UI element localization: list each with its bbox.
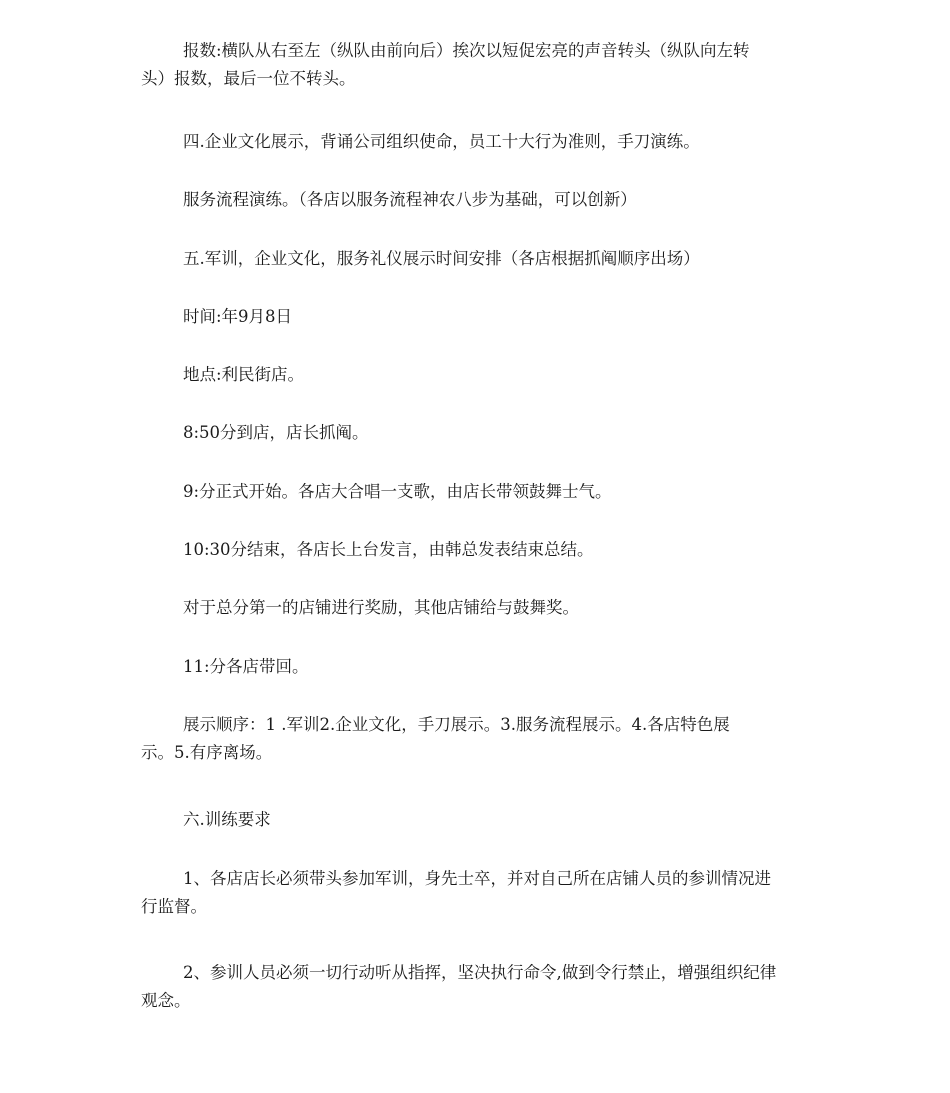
paragraph-line: 9:分正式开始。各店大合唱一支歌，由店长带领鼓舞士气。 bbox=[183, 482, 612, 501]
paragraph-line: 1、各店店长必须带头参加军训，身先士卒，并对自己所在店铺人员的参训情况进 bbox=[183, 869, 771, 888]
paragraph-line: 地点:利民街店。 bbox=[183, 365, 305, 384]
paragraph-line: 时间:年9月8日 bbox=[183, 307, 293, 326]
paragraph-line: 行监督。 bbox=[141, 897, 207, 916]
paragraph-section-4 bbox=[0, 128, 950, 156]
paragraph-line: 2、参训人员必须一切行动听从指挥，坚决执行命令,做到令行禁止，增强组织纪律 bbox=[183, 963, 777, 982]
paragraph-report-count bbox=[0, 37, 950, 93]
paragraph-requirement-2 bbox=[0, 959, 950, 1015]
paragraph-time bbox=[0, 303, 950, 331]
paragraph-line: 示。5.有序离场。 bbox=[141, 743, 273, 762]
paragraph-line: 11:分各店带回。 bbox=[183, 657, 309, 676]
paragraph-service-drill bbox=[0, 186, 950, 214]
paragraph-schedule-1100 bbox=[0, 653, 950, 681]
paragraph-line: 10:30分结束，各店长上台发言，由韩总发表结束总结。 bbox=[183, 540, 594, 559]
paragraph-section-5 bbox=[0, 245, 950, 273]
paragraph-line: 报数:横队从右至左（纵队由前向后）挨次以短促宏亮的声音转头（纵队向左转 bbox=[183, 41, 750, 60]
section-heading: 六.训练要求 bbox=[183, 810, 271, 829]
paragraph-schedule-1030 bbox=[0, 536, 950, 564]
paragraph-location bbox=[0, 361, 950, 389]
paragraph-line: 对于总分第一的店铺进行奖励，其他店铺给与鼓舞奖。 bbox=[183, 598, 579, 617]
paragraph-line: 展示顺序：1 .军训2.企业文化，手刀展示。3.服务流程展示。4.各店特色展 bbox=[183, 715, 730, 734]
paragraph-line: 观念。 bbox=[141, 991, 191, 1010]
paragraph-schedule-0850 bbox=[0, 419, 950, 447]
paragraph-line: 头）报数，最后一位不转头。 bbox=[141, 69, 356, 88]
paragraph-section-6 bbox=[0, 806, 950, 834]
paragraph-schedule-0900 bbox=[0, 478, 950, 506]
paragraph-line: 8:50分到店，店长抓阄。 bbox=[183, 423, 369, 442]
paragraph-requirement-1 bbox=[0, 865, 950, 921]
section-heading: 五.军训，企业文化，服务礼仪展示时间安排（各店根据抓阄顺序出场） bbox=[183, 249, 700, 268]
paragraph-line: 服务流程演练。（各店以服务流程神农八步为基础，可以创新） bbox=[183, 190, 637, 209]
paragraph-display-order bbox=[0, 711, 950, 767]
section-heading: 四.企业文化展示，背诵公司组织使命，员工十大行为准则，手刀演练。 bbox=[183, 132, 700, 151]
paragraph-awards bbox=[0, 594, 950, 622]
